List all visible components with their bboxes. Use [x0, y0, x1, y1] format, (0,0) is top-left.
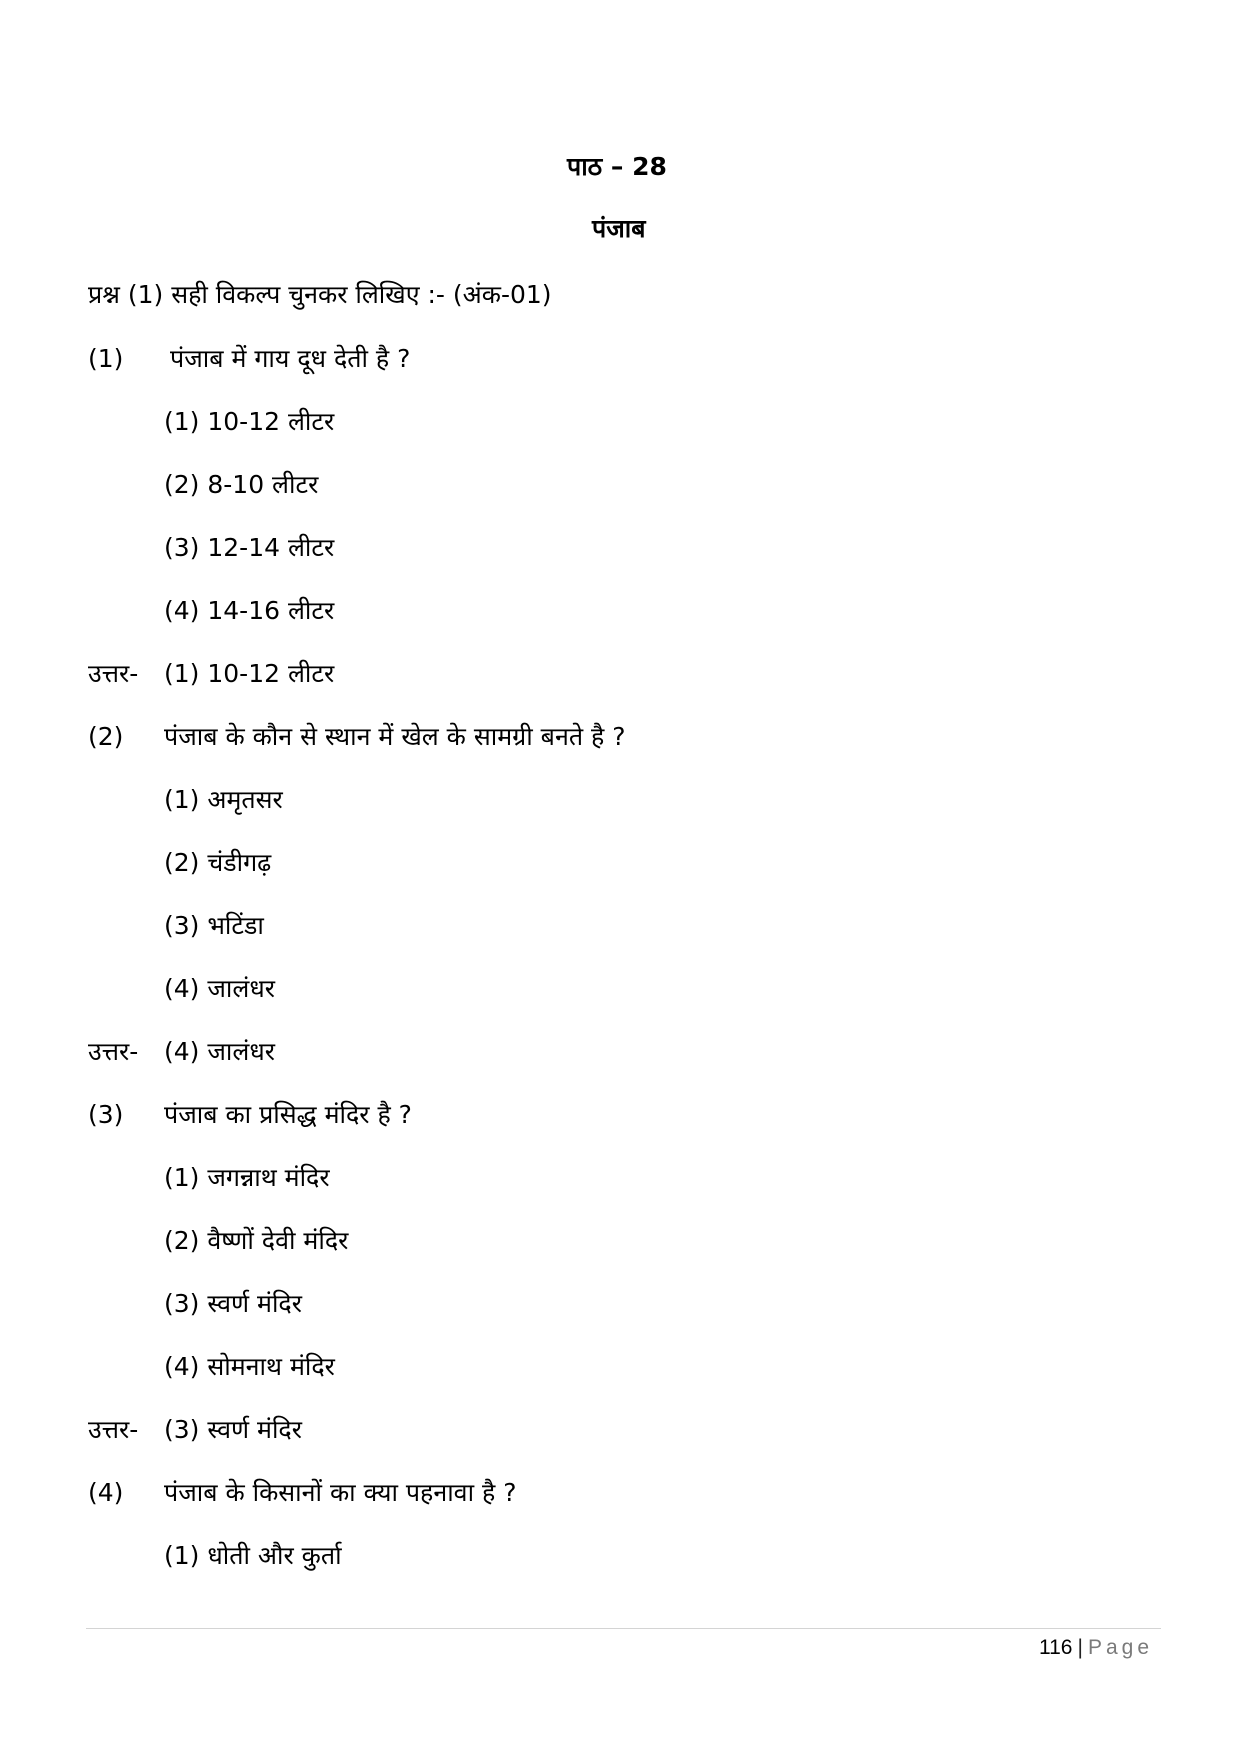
option: (1) धोती और कुर्ता [164, 1541, 342, 1570]
question-number: (3) [88, 1100, 124, 1129]
footer-separator: | [1077, 1636, 1083, 1659]
option: (3) स्वर्ण मंदिर [164, 1289, 302, 1318]
option: (1) 10-12 लीटर [164, 407, 335, 436]
option: (2) 8-10 लीटर [164, 470, 319, 499]
lesson-title: पंजाब [592, 214, 646, 243]
answer-label: उत्तर- [88, 1415, 139, 1444]
option: (4) सोमनाथ मंदिर [164, 1352, 335, 1381]
option: (1) अमृतसर [164, 785, 283, 814]
question-text: पंजाब का प्रसिद्ध मंदिर है ? [164, 1100, 412, 1129]
option: (2) चंडीगढ़ [164, 848, 272, 877]
footer-divider [86, 1628, 1161, 1629]
option: (3) भटिंडा [164, 911, 264, 940]
answer-label: उत्तर- [88, 659, 139, 688]
option: (4) जालंधर [164, 974, 275, 1003]
option: (2) वैष्णों देवी मंदिर [164, 1226, 349, 1255]
page-label: Page [1087, 1636, 1153, 1659]
instruction: प्रश्न (1) सही विकल्प चुनकर लिखिए :- (अंक-01) [88, 280, 552, 309]
answer-label: उत्तर- [88, 1037, 139, 1066]
option: (1) जगन्नाथ मंदिर [164, 1163, 330, 1192]
question-number: (2) [88, 722, 124, 751]
page-footer [1039, 1637, 1153, 1658]
answer: (4) जालंधर [164, 1037, 275, 1066]
question-text: पंजाब में गाय दूध देती है ? [170, 344, 411, 373]
answer: (3) स्वर्ण मंदिर [164, 1415, 302, 1444]
page-number: 116 [1039, 1636, 1073, 1659]
question-text: पंजाब के किसानों का क्या पहनावा है ? [164, 1478, 517, 1507]
question-text: पंजाब के कौन से स्थान में खेल के सामग्री बनते है ? [164, 722, 626, 751]
option: (3) 12-14 लीटर [164, 533, 335, 562]
question-number: (1) [88, 344, 124, 373]
lesson-heading: पाठ – 28 [567, 152, 667, 181]
answer: (1) 10-12 लीटर [164, 659, 335, 688]
question-number: (4) [88, 1478, 124, 1507]
option: (4) 14-16 लीटर [164, 596, 335, 625]
